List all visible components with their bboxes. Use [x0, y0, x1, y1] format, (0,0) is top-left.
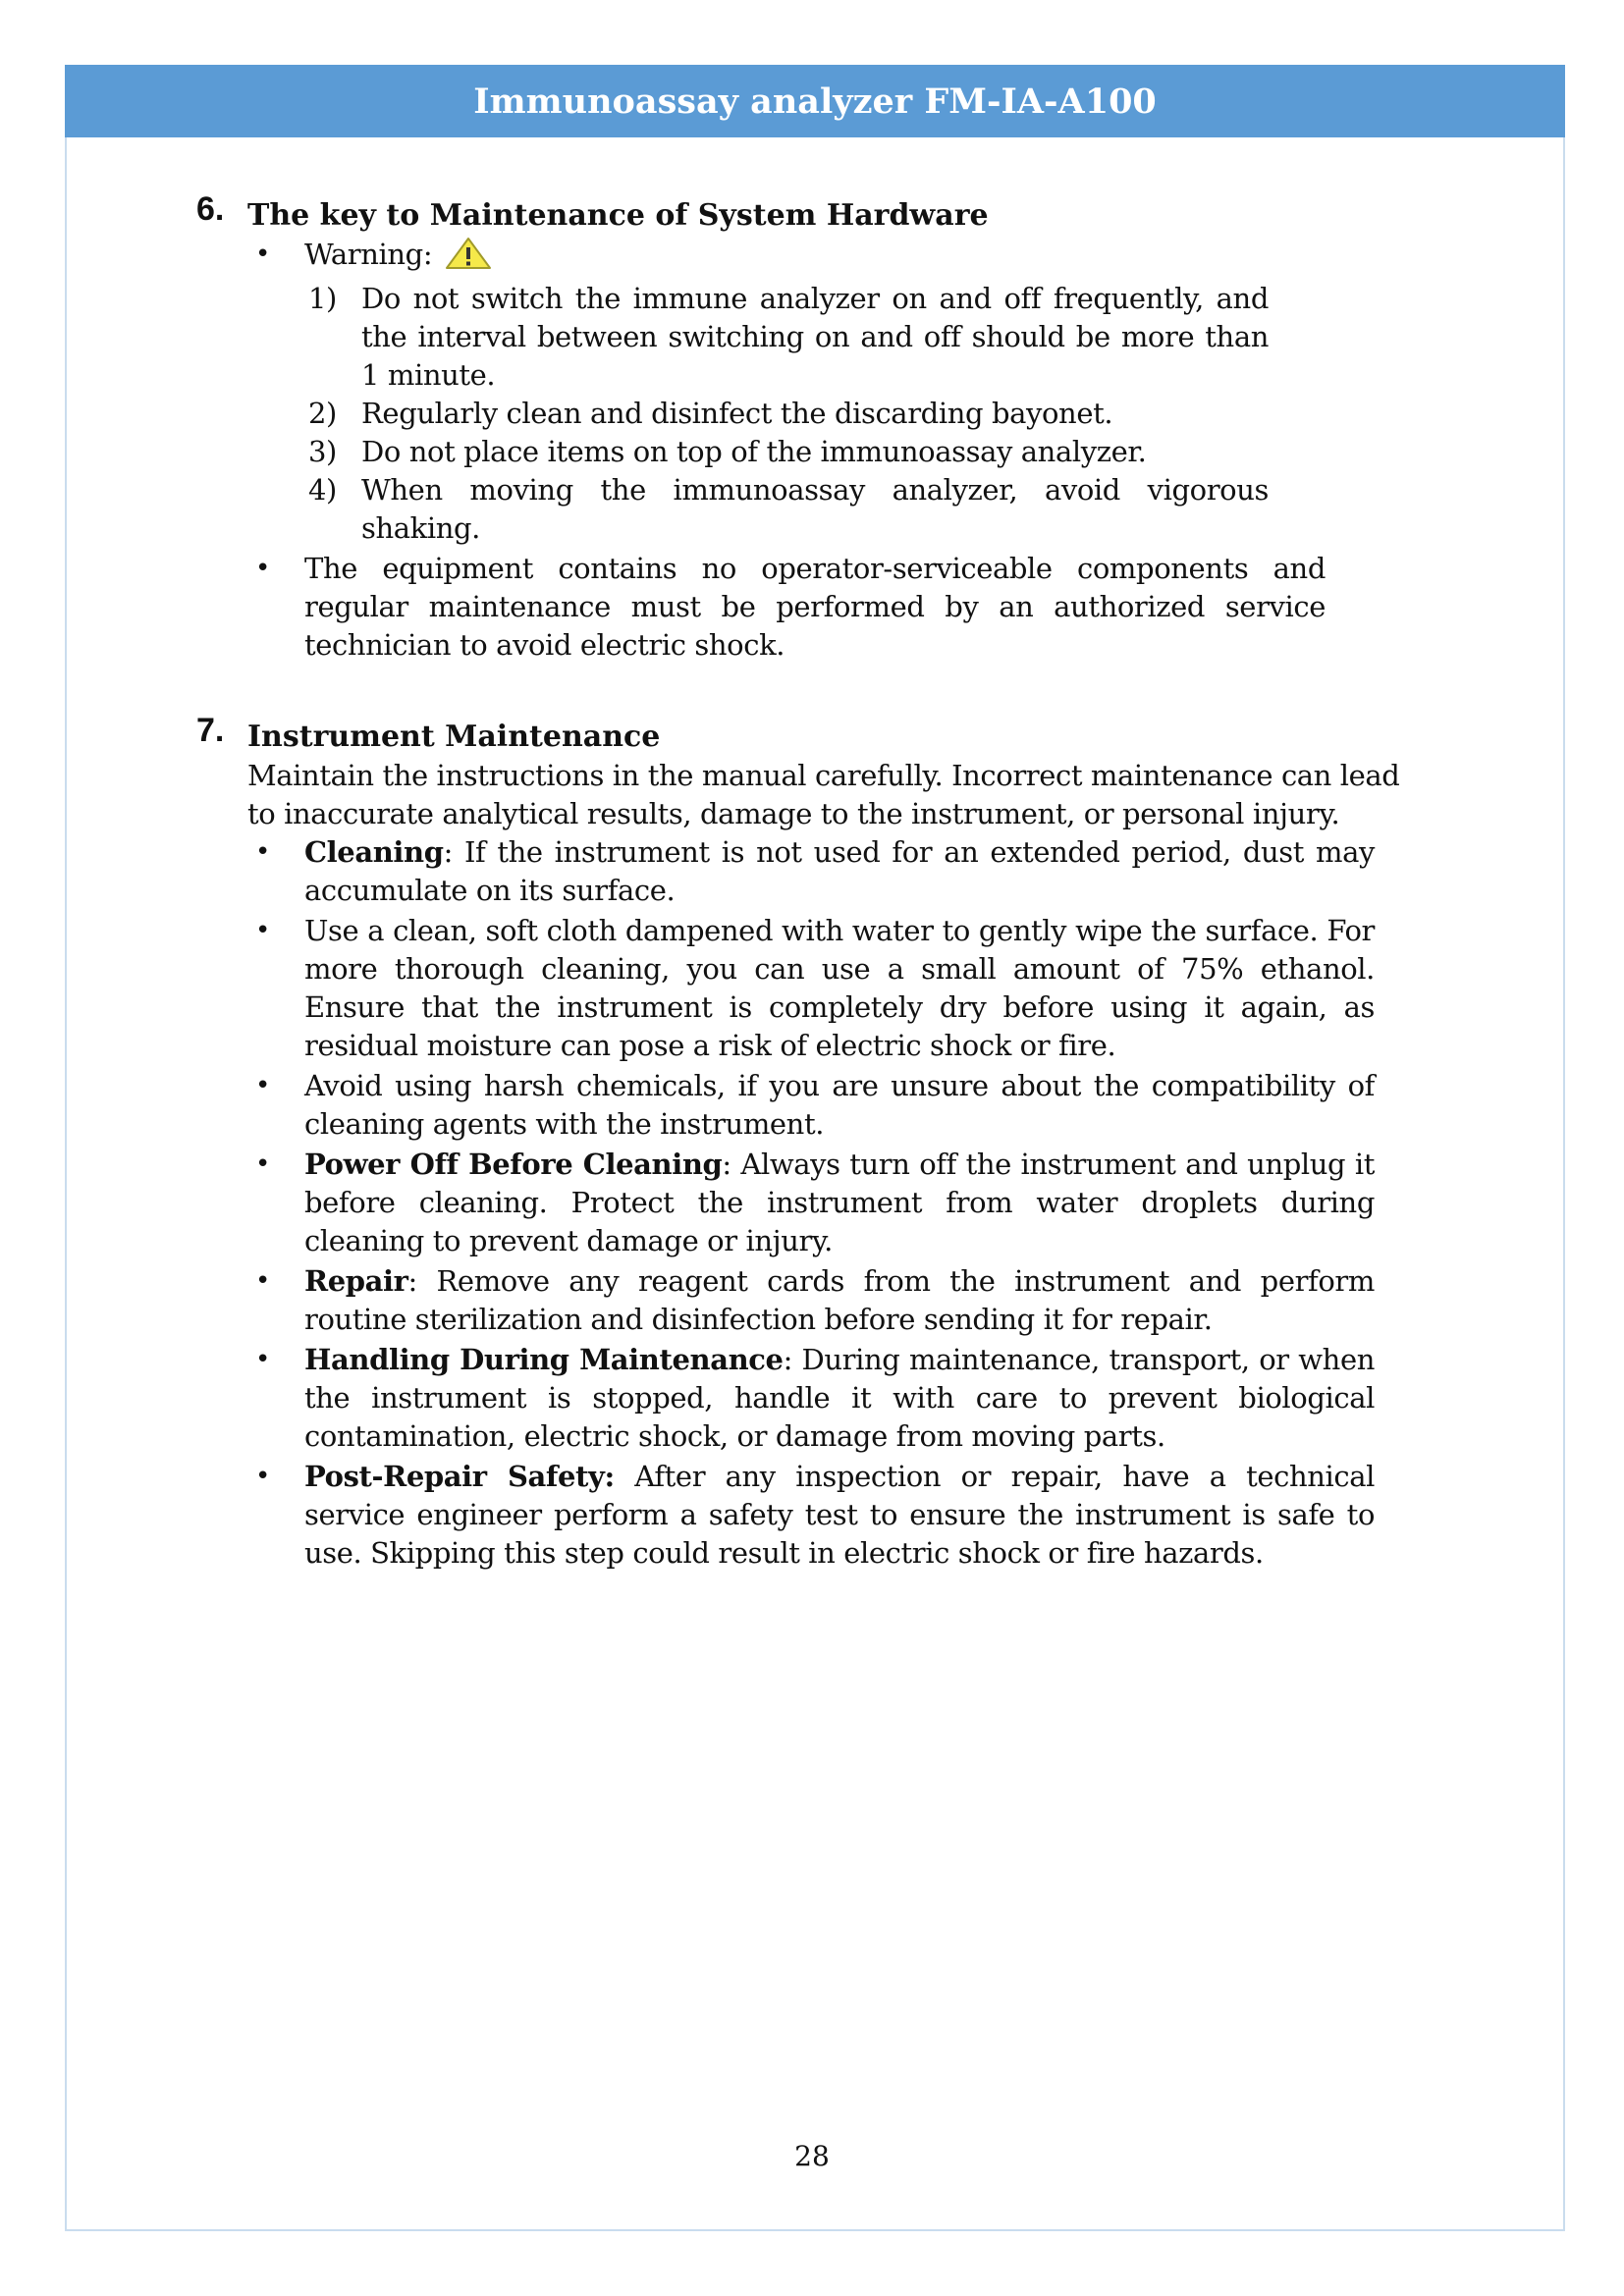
bullet-icon: •: [255, 837, 270, 867]
page-content: [196, 190, 1434, 1575]
section-6: [196, 190, 1434, 665]
item-text: Use a clean, soft cloth dampened with water to gently wipe the surface. For more thorough cleaning, you can use a small amount of 75% ethanol. Ensure that the instrument is completely dry before using it again, as residual moisture can pose a risk of electric shock or fire.: [304, 914, 1375, 1062]
item-label: Cleaning: [304, 835, 444, 869]
bullet-list: [247, 833, 1434, 1573]
item-text: Avoid using harsh chemicals, if you are unsure about the compatibility of cleaning agents with the instrument.: [304, 1069, 1375, 1141]
bullet-icon: •: [255, 916, 270, 945]
warning-triangle-icon: [445, 237, 492, 280]
item-label: Power Off Before Cleaning: [304, 1148, 723, 1181]
list-item: [304, 433, 1269, 471]
item-label: Handling During Maintenance: [304, 1343, 784, 1376]
item-number: 2): [308, 397, 337, 430]
item-text: : Remove any reagent cards from the instrument and perform routine sterilization and disinfection before sending it for repair.: [304, 1264, 1375, 1336]
item-number: 1): [308, 282, 337, 315]
section-number: 6.: [196, 190, 225, 228]
list-item-warning: [247, 236, 1326, 548]
list-item: [247, 833, 1375, 910]
list-item: [247, 1146, 1375, 1260]
bullet-icon: •: [255, 1149, 270, 1179]
bullet-icon: •: [255, 1266, 270, 1296]
bullet-icon: •: [255, 1462, 270, 1491]
section-intro: Maintain the instructions in the manual carefully. Incorrect maintenance can lead to inaccurate analytical results, damage to the instrument, or personal injury.: [247, 759, 1400, 830]
document-header: [65, 65, 1565, 137]
section-title: Instrument Maintenance: [247, 720, 661, 754]
item-text: : If the instrument is not used for an extended period, dust may accumulate on its surface.: [304, 835, 1375, 907]
item-text: : Always turn off the instrument and unplug it before cleaning. Protect the instrument from water droplets during cleaning to prevent damage or injury.: [304, 1148, 1375, 1257]
warning-label: Warning:: [304, 238, 433, 271]
list-item-note: [247, 550, 1326, 665]
section-title: The key to Maintenance of System Hardware: [247, 198, 989, 233]
note-text: The equipment contains no operator-serviceable components and regular maintenance must be performed by an authorized service technician to avoid electric shock.: [304, 552, 1326, 662]
list-item: [247, 1067, 1375, 1144]
bullet-icon: •: [255, 554, 270, 583]
item-number: 4): [308, 473, 337, 507]
bullet-list: [247, 236, 1434, 665]
list-item: [247, 1262, 1375, 1339]
list-item: [247, 1458, 1375, 1573]
item-text: Do not place items on top of the immunoassay analyzer.: [361, 435, 1147, 468]
item-label: Post-Repair Safety:: [304, 1460, 615, 1493]
item-label: Repair: [304, 1264, 408, 1298]
page-number: 28: [794, 2140, 830, 2172]
list-item: [304, 471, 1269, 548]
item-text: When moving the immunoassay analyzer, avoid vigorous shaking.: [361, 473, 1269, 545]
item-text: Regularly clean and disinfect the discarding bayonet.: [361, 397, 1113, 430]
section-7: [196, 712, 1434, 1573]
bullet-icon: •: [255, 240, 270, 269]
item-text: After any inspection or repair, have a technical service engineer perform a safety test to ensure the instrument is safe to use. Skipping this step could result in electric shock or fire hazards.: [304, 1460, 1376, 1570]
bullet-icon: •: [255, 1071, 270, 1100]
section-number: 7.: [196, 712, 225, 749]
document-title: Immunoassay analyzer FM-IA-A100: [473, 80, 1157, 122]
item-number: 3): [308, 435, 337, 468]
list-item: [247, 912, 1375, 1065]
item-text: : During maintenance, transport, or when the instrument is stopped, handle it with care to prevent biological contamination, electric shock, or damage from moving parts.: [304, 1343, 1375, 1453]
bullet-icon: •: [255, 1345, 270, 1374]
list-item: [247, 1341, 1375, 1456]
list-item: [304, 395, 1269, 433]
warning-list: [304, 280, 1326, 548]
list-item: [304, 280, 1269, 395]
item-text: Do not switch the immune analyzer on and off frequently, and the interval between switching on and off should be more than 1 minute.: [361, 282, 1269, 392]
